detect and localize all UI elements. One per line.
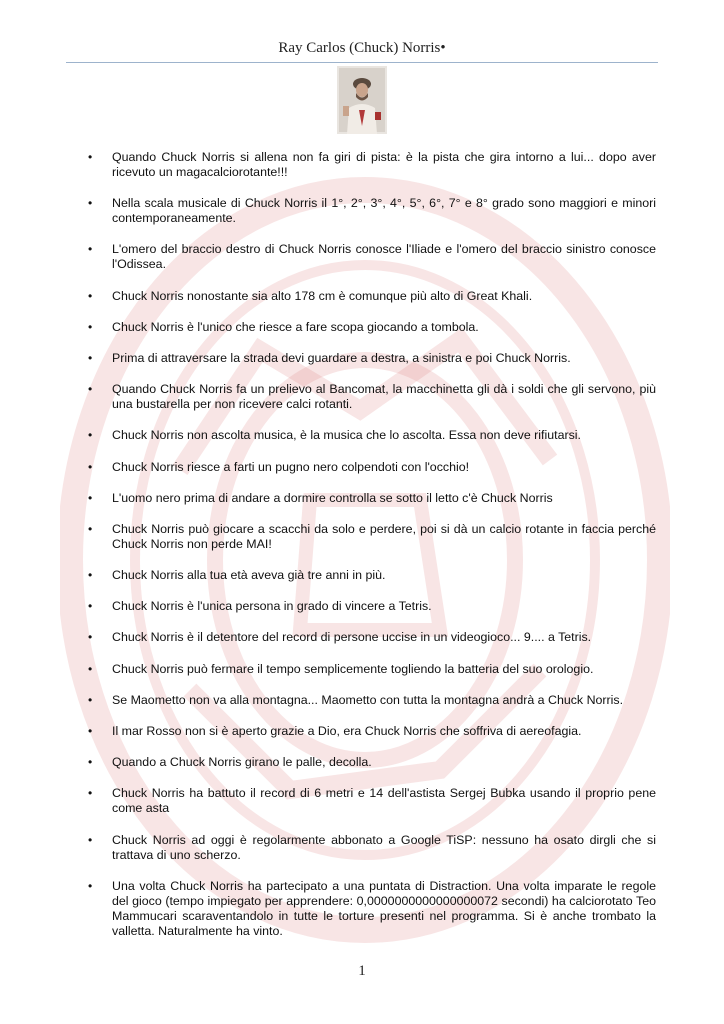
- list-item-text: Chuck Norris riesce a farti un pugno nero colpendoti con l'occhio!: [112, 459, 470, 474]
- list-item-text: Chuck Norris può fermare il tempo semplicemente togliendo la batteria del suo orologio.: [112, 661, 594, 676]
- list-item-text: Chuck Norris ad oggi è regolarmente abbonato a Google TiSP: nessuno ha osato dirgli che si trattava di uno scherzo.: [112, 832, 656, 862]
- list-item: [88, 196, 656, 226]
- bullet-icon: •: [88, 521, 93, 536]
- portrait-image: [337, 66, 387, 134]
- bullet-icon: •: [88, 242, 93, 257]
- list-item-text: Quando Chuck Norris fa un prelievo al Bancomat, la macchinetta gli dà i soldi che gli servono, più una bustarella per non ricevere calci rotanti.: [112, 382, 656, 412]
- list-item: [88, 693, 656, 708]
- list-item: [88, 630, 656, 645]
- list-item: [88, 662, 656, 677]
- page-number: 1: [358, 963, 366, 979]
- list-item: [88, 833, 656, 863]
- bullet-icon: •: [88, 599, 93, 614]
- bullet-icon: •: [88, 490, 93, 505]
- list-item: [88, 879, 656, 939]
- list-item-text: Chuck Norris è il detentore del record di persone uccise in un videogioco... 9.... a Tetris.: [112, 630, 592, 645]
- list-item-text: Nella scala musicale di Chuck Norris il 1°, 2°, 3°, 4°, 5°, 6°, 7° e 8° grado sono maggiori e minori contemporaneamente.: [112, 196, 656, 226]
- bullet-icon: •: [88, 459, 93, 474]
- bullet-icon: •: [88, 382, 93, 397]
- list-item-text: Se Maometto non va alla montagna... Maometto con tutta la montagna andrà a Chuck Norris.: [112, 692, 624, 707]
- list-item: [88, 460, 656, 475]
- list-item-text: Quando Chuck Norris si allena non fa giri di pista: è la pista che gira intorno a lui... dopo aver ricevuto un magacalciorotante!!!: [112, 150, 656, 179]
- list-item-text: Il mar Rosso non si è aperto grazie a Dio, era Chuck Norris che soffriva di aereofagia.: [112, 724, 582, 738]
- bullet-icon: •: [88, 724, 93, 738]
- list-item-text: Chuck Norris è l'unico che riesce a fare scopa giocando a tombola.: [112, 319, 479, 334]
- bullet-icon: •: [88, 878, 93, 893]
- list-item-text: Quando a Chuck Norris girano le palle, decolla.: [112, 755, 372, 770]
- bullet-icon: •: [88, 786, 93, 801]
- list-item-text: L'omero del braccio destro di Chuck Norris conosce l'Iliade e l'omero del braccio sinistro conosce l'Odissea.: [112, 242, 656, 272]
- list-item-text: Chuck Norris è l'unica persona in grado di vincere a Tetris.: [112, 599, 432, 614]
- list-item: [88, 786, 656, 816]
- bullet-icon: •: [88, 150, 93, 164]
- header-divider: [66, 62, 658, 63]
- bullet-icon: •: [88, 568, 93, 583]
- list-item-text: Chuck Norris non ascolta musica, è la musica che lo ascolta. Essa non deve rifiutarsi.: [112, 428, 581, 443]
- list-item: [88, 428, 656, 443]
- list-item-text: Chuck Norris nonostante sia alto 178 cm è comunque più alto di Great Khali.: [112, 288, 533, 303]
- list-item: [88, 491, 656, 506]
- page-header-title: Ray Carlos (Chuck) Norris•: [278, 40, 446, 56]
- list-item: [88, 755, 656, 770]
- list-item-text: Prima di attraversare la strada devi guardare a destra, a sinistra e poi Chuck Norris.: [112, 350, 571, 365]
- list-item-text: Chuck Norris alla tua età aveva già tre anni in più.: [112, 568, 386, 583]
- list-item: [88, 351, 656, 366]
- list-item: [88, 382, 656, 412]
- bullet-icon: •: [88, 319, 93, 334]
- bullet-icon: •: [88, 832, 93, 847]
- bullet-icon: •: [88, 630, 93, 645]
- list-item-text: Una volta Chuck Norris ha partecipato a una puntata di Distraction. Una volta imparate le regole del gioco (tempo impiegato per apprendere: 0,0000000000000000072 secondi) ha calciorotato Teo Mammucari scaraventandolo in tutte le torture presenti nel programma. Si è anche trombato la valletta. Naturalmente ha vinto.: [112, 878, 656, 938]
- list-item: [88, 150, 656, 180]
- bullet-icon: •: [88, 755, 93, 770]
- bullet-icon: •: [88, 692, 93, 707]
- list-item: [88, 599, 656, 614]
- joke-list: [88, 150, 656, 955]
- list-item: [88, 522, 656, 552]
- list-item: [88, 242, 656, 272]
- list-item: [88, 320, 656, 335]
- bullet-icon: •: [88, 288, 93, 303]
- list-item-text: L'uomo nero prima di andare a dormire controlla se sotto il letto c'è Chuck Norris: [112, 490, 553, 505]
- list-item: [88, 289, 656, 304]
- bullet-icon: •: [88, 196, 93, 211]
- list-item: [88, 724, 656, 739]
- list-item-text: Chuck Norris ha battuto il record di 6 metri e 14 dell'astista Sergej Bubka usando il proprio pene come asta: [112, 786, 656, 816]
- bullet-icon: •: [88, 428, 93, 443]
- list-item: [88, 568, 656, 583]
- list-item-text: Chuck Norris può giocare a scacchi da solo e perdere, poi si dà un calcio rotante in faccia perché Chuck Norris non perde MAI!: [112, 521, 656, 551]
- bullet-icon: •: [88, 350, 93, 365]
- bullet-icon: •: [88, 661, 93, 676]
